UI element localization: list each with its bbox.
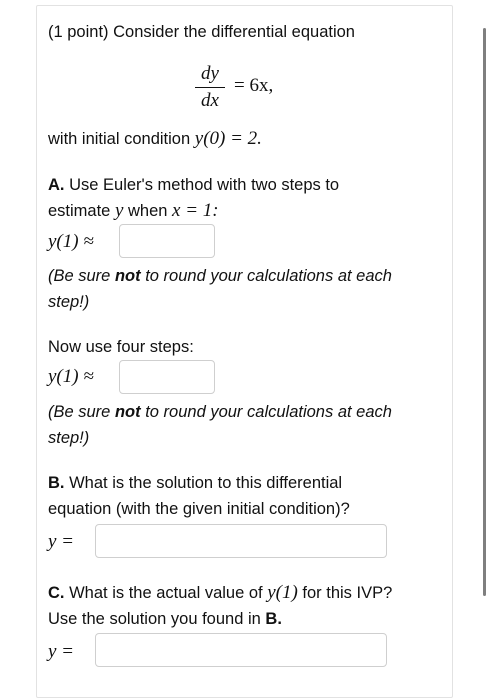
part-a-text: Use Euler's method with two steps to: [69, 176, 340, 194]
part-a-note2: [48, 401, 392, 423]
part-a-note1: [48, 265, 392, 287]
part-c-text2: Use the solution you found in: [48, 610, 261, 628]
four-steps-text: Now use four steps:: [48, 338, 194, 356]
scrollbar[interactable]: [483, 28, 486, 596]
actual-value-input[interactable]: [95, 633, 387, 667]
note1-suffix: to round your calculations at each: [145, 267, 392, 285]
derivative-fraction: [195, 63, 225, 112]
part-b-label: B.: [48, 474, 65, 492]
part-a-note1-line2: [48, 291, 89, 313]
part-a-label: A.: [48, 176, 65, 194]
part-a-x-math: x = 1:: [172, 200, 219, 221]
note1-prefix: (Be sure: [48, 267, 111, 285]
euler-four-steps-input[interactable]: [119, 360, 215, 394]
initial-condition-text: with initial condition: [48, 130, 191, 148]
answer1-label: y(1) ≈: [48, 231, 94, 252]
answer2-label: y(1) ≈: [48, 366, 94, 387]
part-b-line2: equation (with the given initial condition)?: [48, 500, 350, 518]
initial-condition: [48, 128, 262, 150]
points-label: (1 point): [48, 23, 109, 41]
part-c-text2-bold: B.: [265, 610, 282, 628]
part-b-answer-label: y =: [48, 531, 75, 552]
note1-bold: not: [114, 267, 141, 285]
fraction-bar: [195, 87, 225, 88]
note2-suffix: to round your calculations at each: [145, 403, 392, 421]
euler-two-steps-input[interactable]: [119, 224, 215, 258]
fraction-numerator: dy: [201, 63, 219, 84]
part-c-text-prefix: What is the actual value of: [69, 584, 263, 602]
part-b-line1: [48, 472, 342, 494]
part-c-label: C.: [48, 584, 65, 602]
part-c-line2: [48, 608, 282, 630]
part-c-line1: [48, 582, 392, 604]
note2-prefix: (Be sure: [48, 403, 111, 421]
part-b-text: What is the solution to this differential: [69, 474, 343, 492]
note2-bold: not: [114, 403, 141, 421]
initial-condition-math: y(0) = 2.: [194, 128, 262, 149]
problem-prompt: Consider the differential equation: [113, 23, 355, 41]
part-a-line2: [48, 200, 219, 222]
fraction-denominator: dx: [201, 90, 219, 111]
part-c-math: y(1): [267, 582, 298, 603]
part-a-var-y: y: [114, 200, 124, 221]
problem-header: [48, 21, 355, 43]
part-a-line1: [48, 174, 339, 196]
part-c-answer-label: y =: [48, 641, 75, 662]
equation-rhs: = 6x,: [234, 75, 274, 96]
note2-line2: step!): [48, 429, 90, 447]
note1-line2: step!): [48, 293, 90, 311]
part-c-text-suffix: for this IVP?: [302, 584, 393, 602]
solution-input[interactable]: [95, 524, 387, 558]
part-a-text2-mid: when: [127, 202, 168, 220]
part-a-note2-line2: [48, 427, 89, 449]
part-a-text2-prefix: estimate: [48, 202, 111, 220]
